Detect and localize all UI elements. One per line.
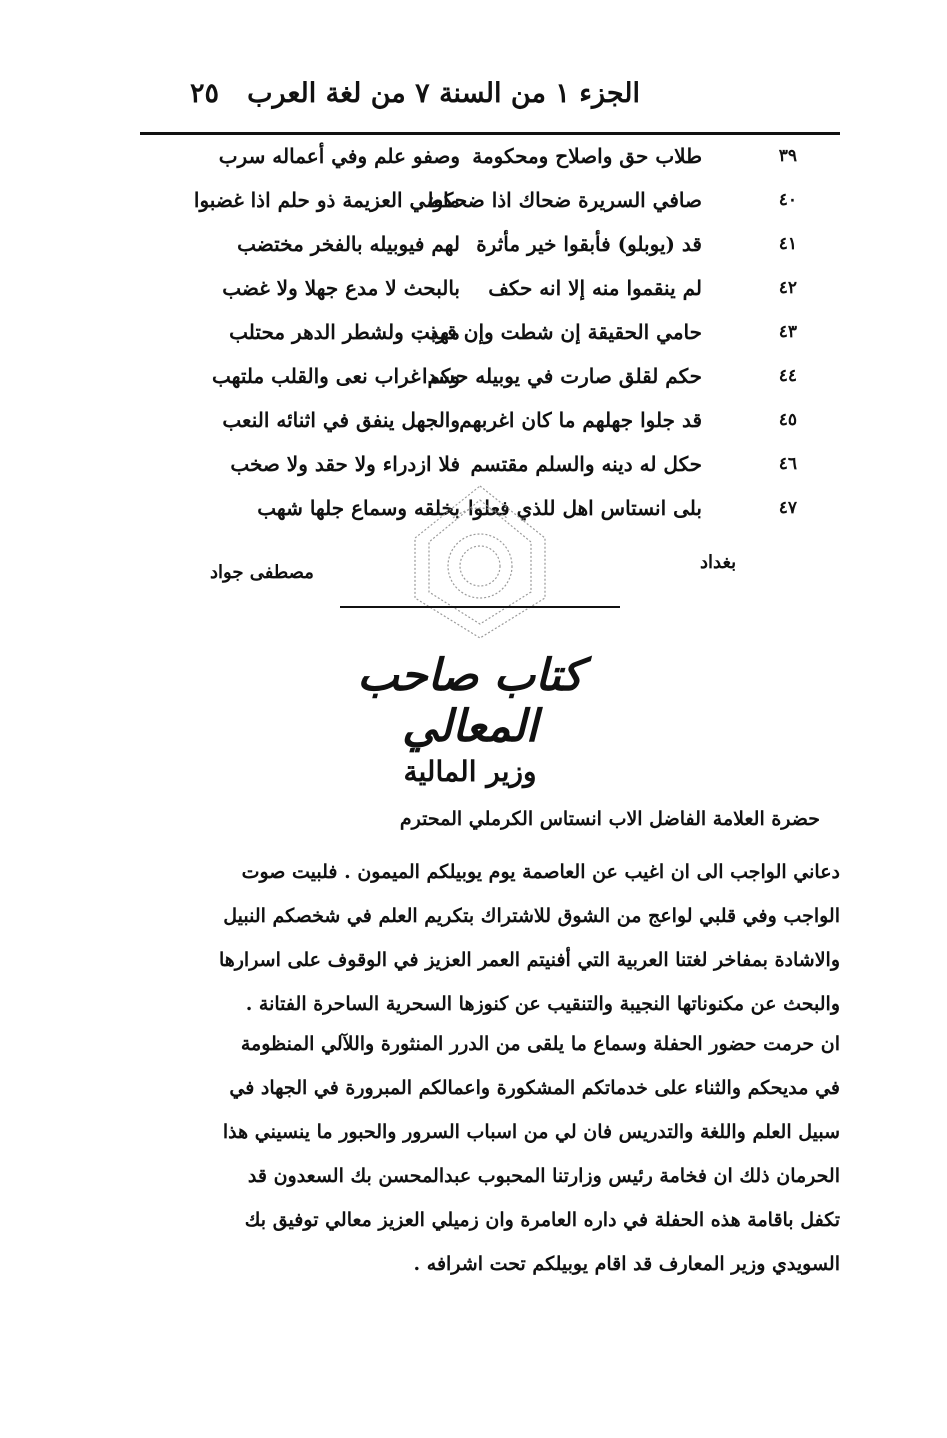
paragraph-line: ان حرمت حضور الحفلة وسماع ما يلقى من الدرر المنثورة واللآلي المنظومة — [240, 1033, 840, 1055]
verse-row — [0, 272, 947, 316]
paragraph-line: في مديحكم والثناء على خدماتكم المشكورة واعمالكم المبرورة في الجهاد في — [229, 1077, 840, 1099]
verse-number: ٤٦ — [778, 454, 797, 474]
verse-first-hemistich: قد (يوبلو) فأبقوا خير مأثرة — [476, 232, 702, 256]
header-rule — [140, 132, 840, 135]
section-subtitle: وزير المالية — [403, 755, 537, 788]
paragraph-line: السويدي وزير المعارف قد اقام يوبيلكم تحت اشرافه . — [413, 1253, 840, 1275]
section-divider — [340, 606, 620, 608]
section-title: كتاب صاحب المعالي — [357, 650, 583, 752]
paragraph-line: سبيل العلم واللغة والتدريس فان لي من اسباب السرور والحبور ما ينسيني هذا — [222, 1121, 840, 1143]
verse-first-hemistich: لم ينقموا منه إلا انه حكف — [488, 276, 702, 300]
signature-name: مصطفى جواد — [210, 562, 314, 583]
verse-row — [0, 360, 947, 404]
page-number: ٢٥ — [190, 78, 220, 109]
verse-first-hemistich: قد جلوا جهلهم ما كان اغربهم — [459, 408, 702, 432]
verse-second-hemistich: وصفو علم وفي أعماله سرب — [218, 144, 460, 168]
verse-second-hemistich: والجهل ينفق في اثنائه النعب — [222, 408, 460, 432]
verse-number: ٤٧ — [778, 498, 797, 518]
verse-number: ٤٣ — [778, 322, 797, 342]
verse-number: ٤٠ — [778, 190, 797, 210]
verse-row — [0, 404, 947, 448]
verse-first-hemistich: حكم لقلق صارت في يوبيله حسدا — [422, 364, 702, 388]
verse-second-hemistich: بالبحث لا مدع جهلا ولا غضب — [222, 276, 460, 300]
verse-first-hemistich: حكل له دينه والسلم مقتسم — [470, 452, 702, 476]
verse-row — [0, 184, 947, 228]
verse-second-hemistich: فلا ازدراء ولا حقد ولا صخب — [230, 452, 460, 476]
letter-paragraph — [155, 1022, 840, 1286]
paragraph-line: دعاني الواجب الى ان اغيب عن العاصمة يوم يوبيلكم الميمون . فلبيت صوت — [241, 861, 840, 883]
verse-second-hemistich: ماضي العزيمة ذو حلم اذا غضبوا — [193, 188, 460, 212]
running-header-title: الجزء ١ من السنة ٧ من لغة العرب — [247, 78, 640, 109]
verse-number: ٤٥ — [778, 410, 797, 430]
verse-number: ٤٤ — [778, 366, 797, 386]
verse-row — [0, 228, 947, 272]
paragraph-line: تكفل باقامة هذه الحفلة في داره العامرة وان زميلي العزيز معالي توفيق بك — [244, 1209, 840, 1231]
verse-first-hemistich: حامي الحقيقة إن شطت وإن قربت — [411, 320, 702, 344]
paragraph-line: والبحث عن مكنوناتها النجيبة والتنقيب عن كنوزها السحرية الساحرة الفتانة . — [245, 993, 840, 1015]
verse-number: ٤١ — [778, 234, 797, 254]
verse-second-hemistich: مهذب ولشطر الدهر محتلب — [229, 320, 460, 344]
paragraph-line: الواجب وفي قلبي لواعج من الشوق للاشتراك بتكريم العلم في شخصكم النبيل — [223, 905, 840, 927]
paragraph-line: والاشادة بمفاخر لغتنا العربية التي أفنيتم العمر العزيز في الوقوف على اسرارها — [218, 949, 840, 971]
verse-first-hemistich: صافي السريرة ضحاك اذا ضحكوا — [427, 188, 702, 212]
verse-first-hemistich: طلاب حق واصلاح ومحكومة — [472, 144, 702, 168]
verse-number: ٤٢ — [778, 278, 797, 298]
verse-second-hemistich: لهم فيوبيله بالفخر مختضب — [237, 232, 460, 256]
watermark-emblem-icon — [405, 478, 555, 648]
verse-number: ٣٩ — [778, 146, 797, 166]
letter-paragraph — [155, 850, 840, 1026]
verse-second-hemistich: وكم غراب نعى والقلب ملتهب — [211, 364, 460, 388]
verse-first-hemistich: بلى انستاس اهل للذي فعلوا — [467, 496, 702, 520]
signature-place: بغداد — [700, 552, 737, 573]
verse-row — [0, 316, 947, 360]
letter-salutation: حضرة العلامة الفاضل الاب انستاس الكرملي المحترم — [399, 808, 820, 830]
paragraph-line: الحرمان ذلك ان فخامة رئيس وزارتنا المحبوب عبدالمحسن بك السعدون قد — [247, 1165, 840, 1187]
verse-row — [0, 140, 947, 184]
verse-second-hemistich: بخلقه وسماع جلها شهب — [257, 496, 460, 520]
